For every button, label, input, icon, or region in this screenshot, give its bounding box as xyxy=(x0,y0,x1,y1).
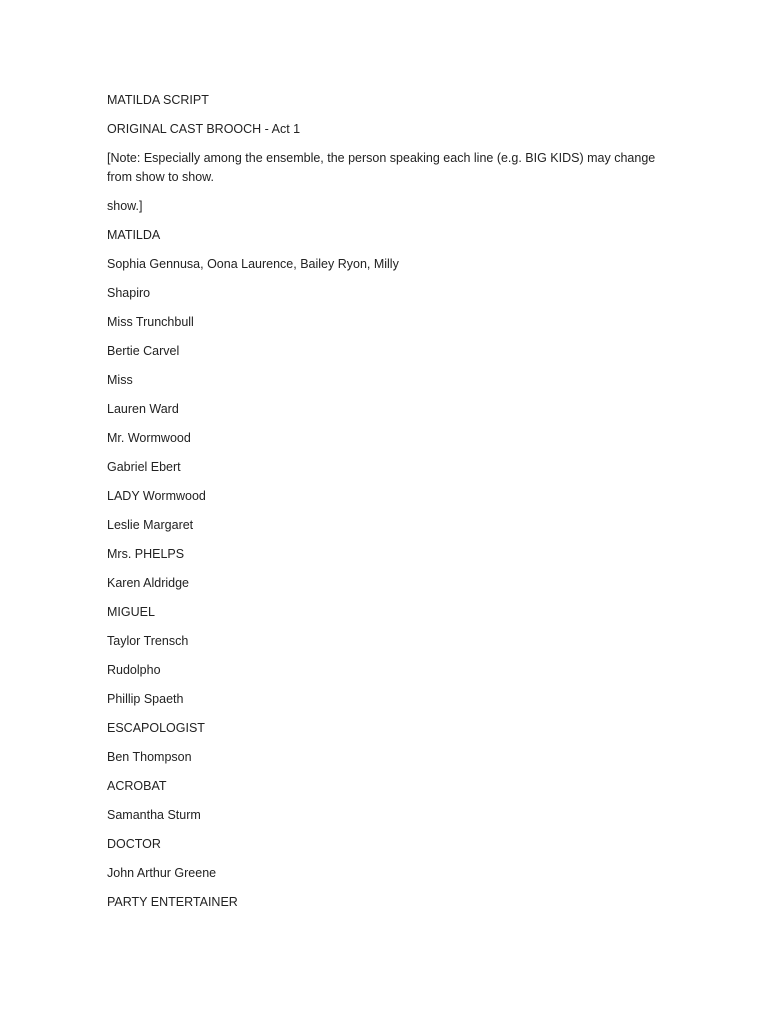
cast-line: Samantha Sturm xyxy=(107,808,201,822)
cast-line: Lauren Ward xyxy=(107,402,179,416)
cast-line: Taylor Trensch xyxy=(107,634,189,648)
cast-line: Miss xyxy=(107,373,133,387)
cast-line: Mrs. PHELPS xyxy=(107,547,185,561)
cast-line: Mr. Wormwood xyxy=(107,431,191,445)
cast-line: Phillip Spaeth xyxy=(107,692,184,706)
cast-line: Shapiro xyxy=(107,286,151,300)
cast-line: Gabriel Ebert xyxy=(107,460,181,474)
cast-line: Sophia Gennusa, Oona Laurence, Bailey Ryon, Milly xyxy=(107,257,399,271)
cast-line: ACROBAT xyxy=(107,779,167,793)
document-note-continued: show.] xyxy=(107,199,143,213)
document-subtitle: ORIGINAL CAST BROOCH - Act 1 xyxy=(107,122,301,136)
cast-line: LADY Wormwood xyxy=(107,489,206,503)
cast-line: Rudolpho xyxy=(107,663,161,677)
cast-line: Leslie Margaret xyxy=(107,518,194,532)
document-title: MATILDA SCRIPT xyxy=(107,93,209,107)
document-note: [Note: Especially among the ensemble, the person speaking each line (e.g. BIG KIDS) may change from show to show. xyxy=(107,151,656,184)
cast-line: PARTY ENTERTAINER xyxy=(107,895,238,909)
cast-line: Ben Thompson xyxy=(107,750,192,764)
cast-line: Miss Trunchbull xyxy=(107,315,194,329)
cast-line: MATILDA xyxy=(107,228,161,242)
cast-line: MIGUEL xyxy=(107,605,155,619)
cast-line: Bertie Carvel xyxy=(107,344,180,358)
document-body xyxy=(107,91,667,922)
cast-line: Karen Aldridge xyxy=(107,576,190,590)
cast-line: DOCTOR xyxy=(107,837,161,851)
cast-line: John Arthur Greene xyxy=(107,866,217,880)
cast-line: ESCAPOLOGIST xyxy=(107,721,205,735)
